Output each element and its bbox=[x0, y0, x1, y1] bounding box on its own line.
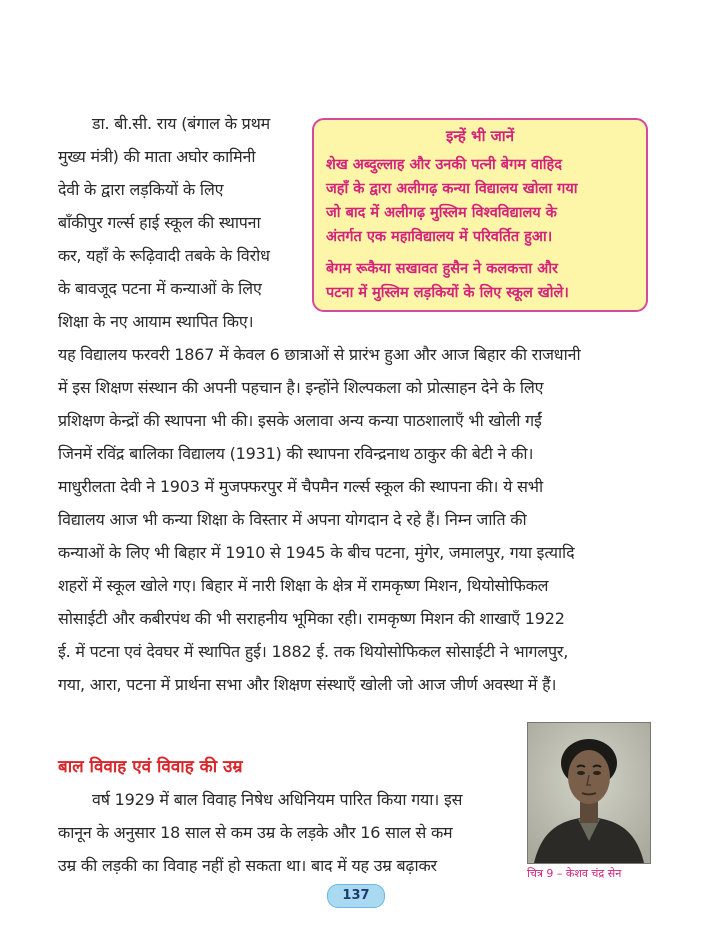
text-line: मुख्य मंत्री) की माता अघोर कामिनी bbox=[58, 147, 256, 166]
section-heading: बाल विवाह एवं विवाह की उम्र bbox=[58, 757, 243, 777]
info-box-title: इन्हें भी जानें bbox=[445, 127, 515, 145]
text-line: गया, आरा, पटना में प्रार्थना सभा और शिक्षण संस्थाएँ खोली जो आज जीर्ण अवस्था में हैं। bbox=[58, 675, 557, 694]
info-box-line: शेख अब्दुल्लाह और उनकी पत्नी बेगम वाहिद bbox=[326, 157, 562, 173]
page-number-badge: 137 bbox=[327, 884, 385, 908]
text-line: शहरों में स्कूल खोले गए। बिहार में नारी शिक्षा के क्षेत्र में रामकृष्ण मिशन, थियोसोफिकल bbox=[58, 576, 549, 595]
portrait-image bbox=[528, 723, 650, 863]
text-line: वर्ष 1929 में बाल विवाह निषेध अधिनियम पारित किया गया। इस bbox=[92, 790, 463, 809]
text-line: प्रशिक्षण केन्द्रों की स्थापना भी की। इसके अलावा अन्य कन्या पाठशालाएँ भी खोली गईं bbox=[58, 411, 542, 430]
text-line: कानून के अनुसार 18 साल से कम उम्र के लड़के और 16 साल से कम bbox=[58, 823, 453, 842]
text-line: कर, यहाँ के रूढ़िवादी तबके के विरोध bbox=[58, 246, 270, 265]
text-line: डा. बी.सी. राय (बंगाल के प्रथम bbox=[92, 114, 270, 133]
info-box-line: अंतर्गत एक महाविद्यालय में परिवर्तित हुआ। bbox=[326, 229, 553, 245]
text-line: बाँकीपुर गर्ल्स हाई स्कूल की स्थापना bbox=[58, 213, 261, 232]
info-box-line: जो बाद में अलीगढ़ मुस्लिम विश्वविद्यालय के bbox=[326, 205, 557, 221]
text-line: में इस शिक्षण संस्थान की अपनी पहचान है। इन्होंने शिल्पकला को प्रोत्साहन देने के लिए bbox=[58, 378, 544, 397]
text-line: ई. में पटना एवं देवघर में स्थापित हुई। 1882 ई. तक थियोसोफिकल सोसाईटी ने भागलपुर, bbox=[58, 642, 569, 661]
info-box bbox=[312, 118, 648, 312]
text-line: शिक्षा के नए आयाम स्थापित किए। bbox=[58, 312, 254, 331]
text-line: सोसाईटी और कबीरपंथ की भी सराहनीय भूमिका रही। रामकृष्ण मिशन की शाखाएँ 1922 bbox=[58, 609, 565, 628]
info-box-line: पटना में मुस्लिम लड़कियों के लिए स्कूल खोले। bbox=[326, 285, 569, 301]
text-line: के बावजूद पटना में कन्याओं के लिए bbox=[58, 279, 262, 298]
text-line: यह विद्यालय फरवरी 1867 में केवल 6 छात्राओं से प्रारंभ हुआ और आज बिहार की राजधानी bbox=[58, 345, 581, 364]
text-line: विद्यालय आज भी कन्या शिक्षा के विस्तार में अपना योगदान दे रहे हैं। निम्न जाति की bbox=[58, 510, 527, 529]
info-box-line: जहाँ के द्वारा अलीगढ़ कन्या विद्यालय खोला गया bbox=[326, 181, 578, 197]
portrait-photo bbox=[527, 722, 651, 864]
info-box-line: बेगम रूकैया सखावत हुसैन ने कलकत्ता और bbox=[326, 261, 558, 277]
text-line: उम्र की लड़की का विवाह नहीं हो सकता था। बाद में यह उम्र बढ़ाकर bbox=[58, 856, 437, 875]
text-line: माधुरीलता देवी ने 1903 में मुजफ्फरपुर में चैपमैन गर्ल्स स्कूल की स्थापना की। ये सभी bbox=[58, 477, 543, 496]
text-line: कन्याओं के लिए भी बिहार में 1910 से 1945 के बीच पटना, मुंगेर, जमालपुर, गया इत्यादि bbox=[58, 543, 575, 562]
text-line: जिनमें रविंद्र बालिका विद्यालय (1931) की स्थापना रविन्द्रनाथ ठाकुर की बेटी ने की। bbox=[58, 444, 534, 463]
figure-caption: चित्र 9 – केशव चंद्र सेन bbox=[527, 867, 622, 880]
text-line: देवी के द्वारा लड़कियों के लिए bbox=[58, 180, 224, 199]
